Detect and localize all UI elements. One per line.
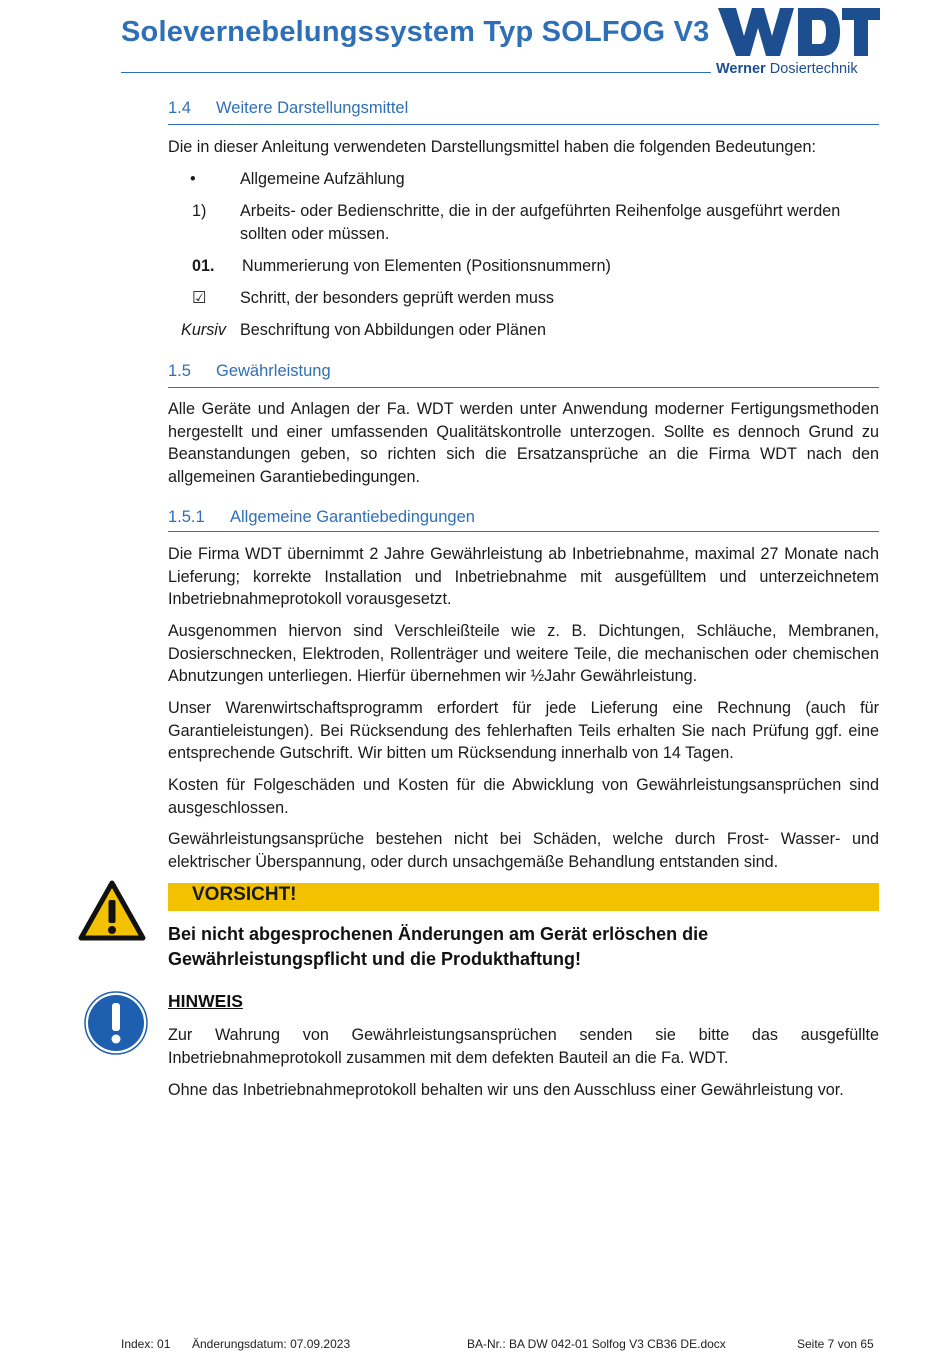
footer-index: Index: 01 [121,1337,171,1351]
terms-paragraph: Gewährleistungsansprüche bestehen nicht bei Schäden, welche durch Frost- Wasser- und elektrischer Überspannung, oder durch unsachgemäße Behandlung entstanden sind. [168,830,879,871]
caution-title: VORSICHT! [192,884,297,905]
heading-1-5-1: 1.5.1 Allgemeine Garantiebedingungen [168,508,475,526]
hint-paragraph: Zur Wahrung von Gewährleistungsansprüchen senden sie bitte das ausgefüllte Inbetriebnahmeprotokoll zusammen mit dem defekten Bauteil an die Fa. WDT. [168,1026,879,1067]
terms-paragraph: Kosten für Folgeschäden und Kosten für die Abwicklung von Gewährleistungsansprüchen sind ausgeschlossen. [168,776,879,817]
heading-rule [168,124,879,125]
list-item: 01. Nummerierung von Elementen (Positionsnummern) [192,257,611,275]
header-divider [121,72,711,73]
list-item: • Allgemeine Aufzählung [190,170,405,188]
hint-paragraph: Ohne das Inbetriebnahmeprotokoll behalten wir uns den Ausschluss einer Gewährleistung vor. [168,1081,844,1099]
hint-title: HINWEIS [168,991,243,1011]
heading-1-5: 1.5 Gewährleistung [168,362,331,380]
terms-paragraph: Die Firma WDT übernimmt 2 Jahre Gewährleistung ab Inbetriebnahme, maximal 27 Monate nach Lieferung; korrekte Installation und Inbetriebnahme mit ausgefülltem und unterzeichnetem Inbetriebnahmeprotokoll vorausgesetzt. [168,545,879,608]
list-item: Kursiv Beschriftung von Abbildungen oder Plänen [181,321,546,339]
footer-doc-number: BA-Nr.: BA DW 042-01 Solfog V3 CB36 DE.docx [467,1337,726,1351]
info-exclamation-icon [83,990,149,1056]
terms-paragraph: Ausgenommen hiervon sind Verschleißteile wie z. B. Dichtungen, Schläuche, Membranen, Dosierschnecken, Elektroden, Rollenträger und weitere Teile, die mechanischen oder chemischen Abnutzungen unterliegen. Hierfür übernehmen wir ½Jahr Gewährleistung. [168,622,879,685]
list-item: 1) Arbeits- oder Bedienschritte, die in der aufgeführten Reihenfolge ausgeführt werden sollten oder müssen. [192,202,841,243]
warranty-paragraph: Alle Geräte und Anlagen der Fa. WDT werden unter Anwendung moderner Fertigungsmethoden hergestellt und einer umfassenden Qualitätskontrolle unterzogen. Sollte es dennoch Grund zu Beanstandungen geben, so richten sich die Ersatzansprüche an die Firma WDT nach den allgemeinen Garantiebedingungen. [168,400,879,486]
footer-date: Änderungsdatum: 07.09.2023 [192,1337,351,1351]
heading-rule [168,387,879,388]
list-item: ☑ Schritt, der besonders geprüft werden muss [168,287,879,310]
heading-rule [168,531,879,532]
logo-subtitle: Werner Dosiertechnik [716,61,858,77]
heading-1-4: 1.4 Weitere Darstellungsmittel [168,99,409,117]
document-title: Solevernebelungssystem Typ SOLFOG V3 [121,16,710,48]
intro-paragraph: Die in dieser Anleitung verwendeten Darstellungsmittel haben die folgenden Bedeutungen: [168,138,816,156]
footer-page-number: Seite 7 von 65 [797,1337,874,1351]
caution-text: Bei nicht abgesprochenen Änderungen am Gerät erlöschen die Gewährleistungspflicht und die Produkthaftung! [168,924,709,969]
warning-triangle-icon [78,880,146,942]
terms-paragraph: Unser Warenwirtschaftsprogramm erfordert für jede Lieferung eine Rechnung (auch für Garantieleistungen). Bei Rücksendung des fehlerhaften Teils erhalten Sie nach Prüfung ggf. eine entsprechende Gutschrift. Wir bitten um Rücksendung innerhalb von 14 Tagen. [168,699,879,762]
checkbox-icon: ☑ [192,289,207,307]
